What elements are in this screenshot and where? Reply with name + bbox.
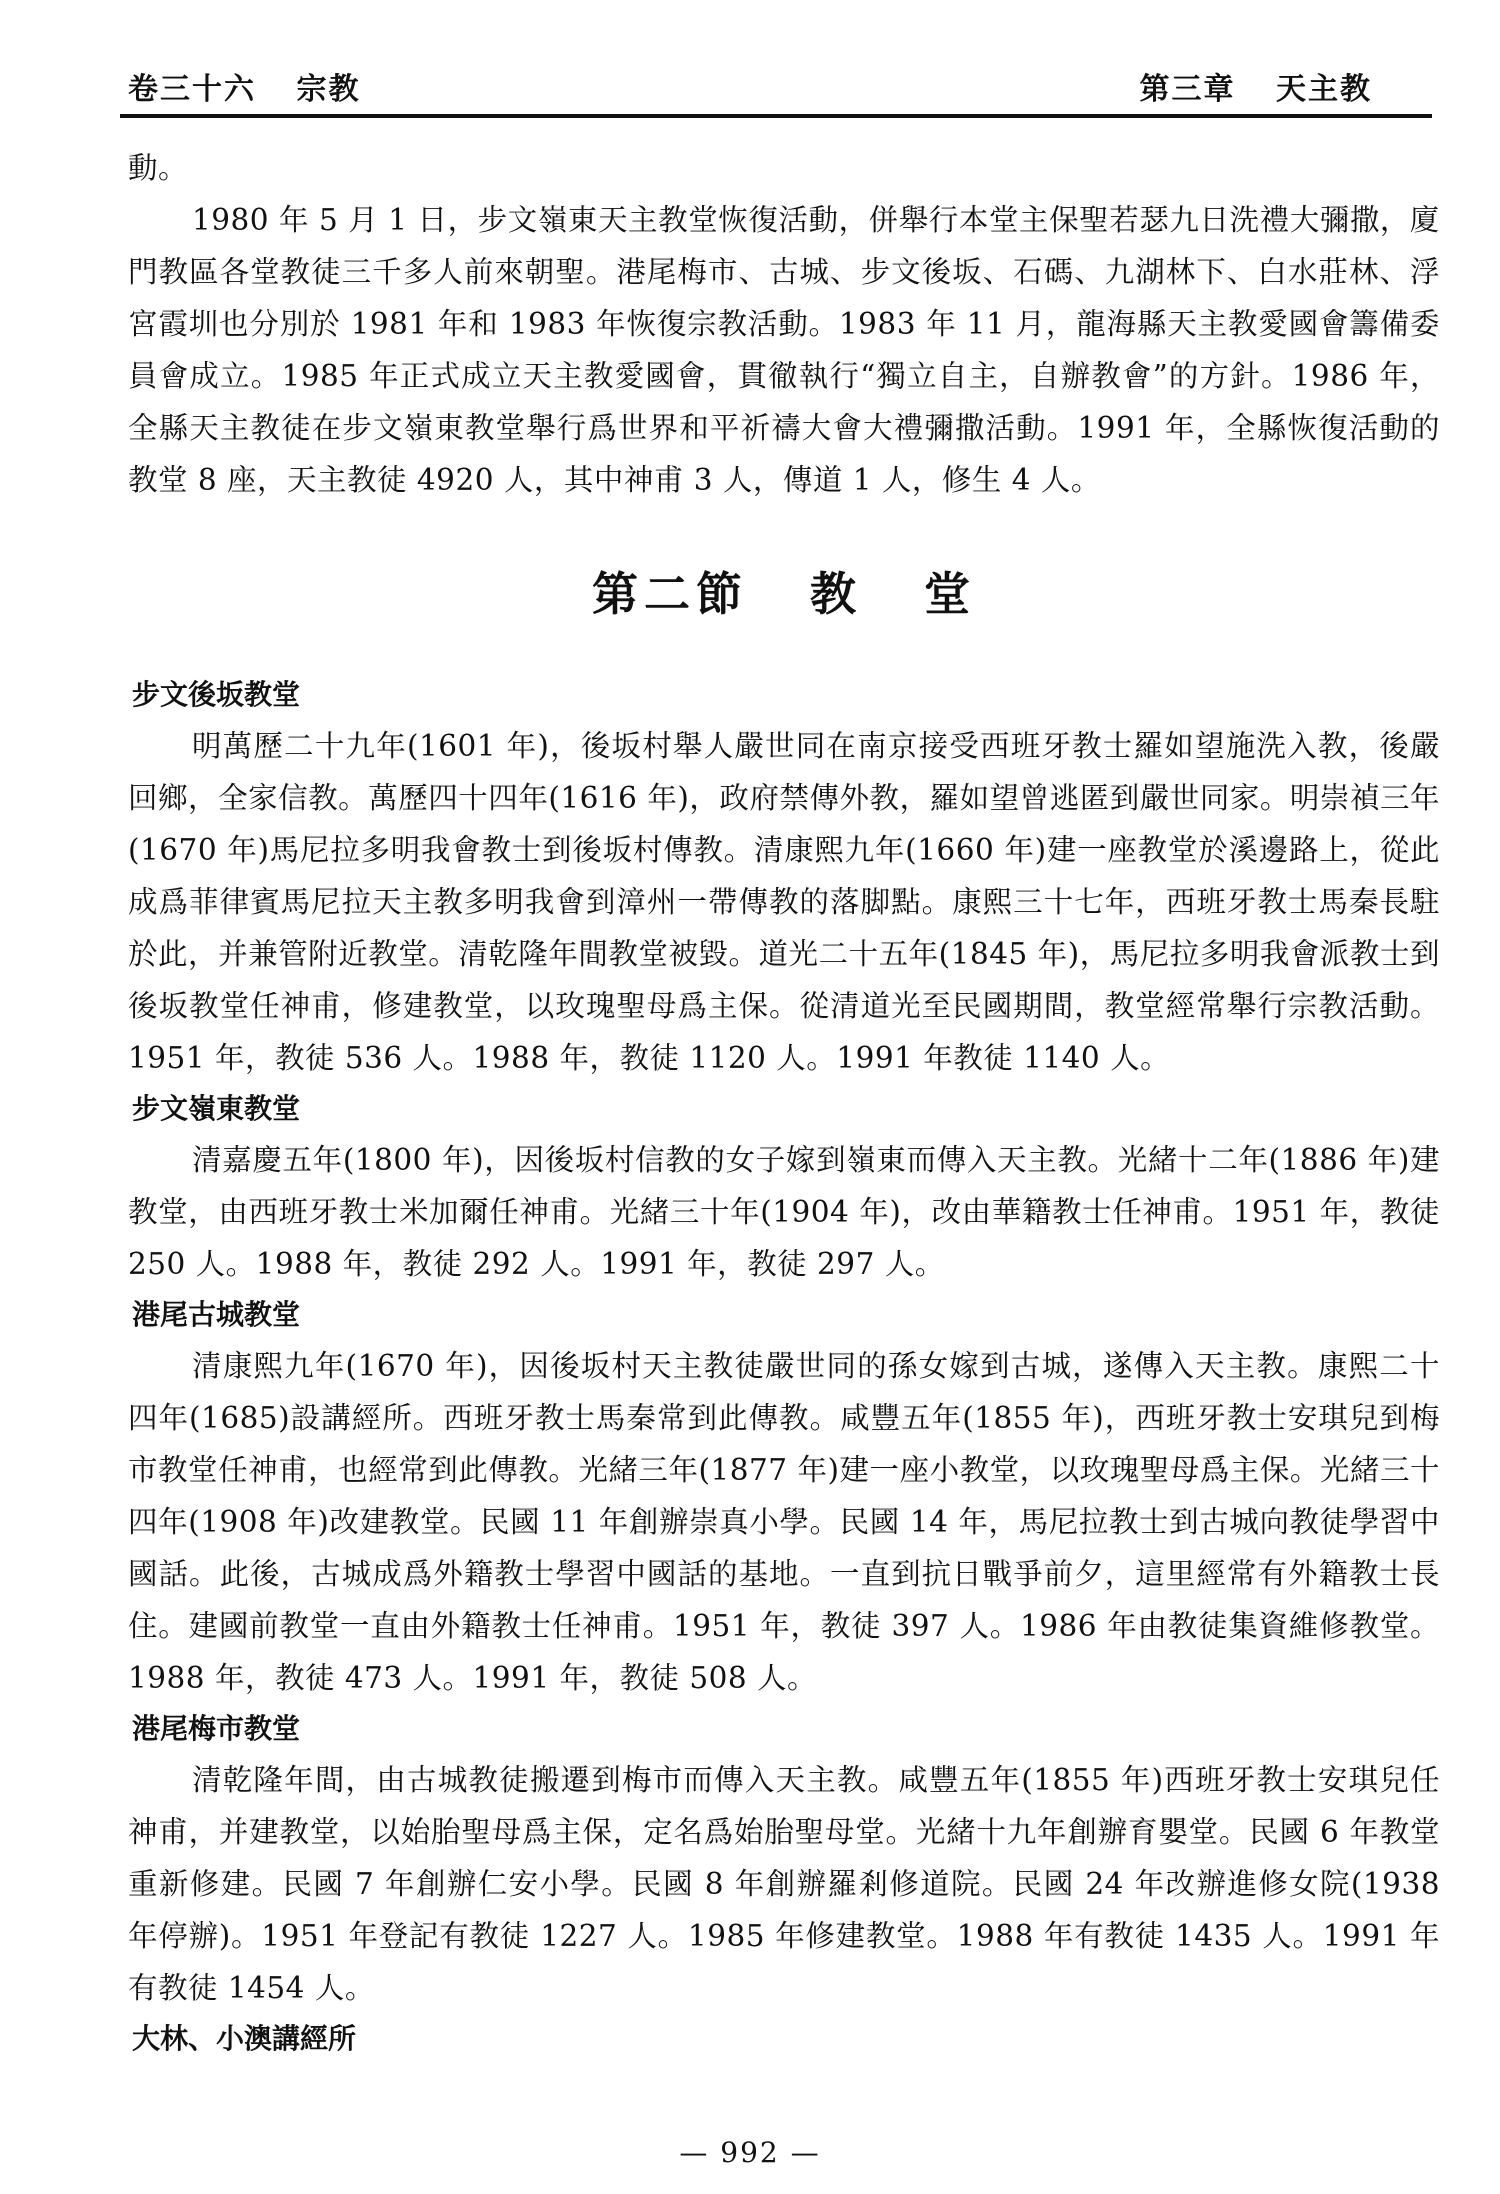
section-spacer-top xyxy=(128,506,1440,558)
church-heading: 步文嶺東教堂 xyxy=(132,1092,301,1125)
volume-label: 卷三十六 xyxy=(128,72,256,107)
church-entry xyxy=(128,670,1440,1084)
section-title: 第二節 教 堂 xyxy=(591,567,977,621)
church-heading: 港尾梅市教堂 xyxy=(132,1712,301,1745)
church-paragraph: 明萬歷二十九年(1601 年)，後坂村舉人嚴世同在南京接受西班牙教士羅如望施洗入教，後嚴回鄉，全家信教。萬歷四十四年(1616 年)，政府禁傳外教，羅如望曾逃匿到嚴世同家。明崇禎三年(1670 年)馬尼拉多明我會教士到後坂村傳教。清康熙九年(1660 年)建一座教堂於溪邊路上，從此成爲菲律賓馬尼拉天主教多明我會到漳州一帶傳教的落脚點。康熙三十七年，西班牙教士馬秦長駐於此，并兼管附近教堂。清乾隆年間教堂被毀。道光二十五年(1845 年)，馬尼拉多明我會派教士到後坂教堂任神甫，修建教堂，以玫瑰聖母爲主保。從清道光至民國期間，教堂經常舉行宗教活動。1951 年，教徒 536 人。1988 年，教徒 1120 人。1991 年教徒 1140 人。 xyxy=(128,729,1440,1075)
church-entry xyxy=(128,1084,1440,1290)
volume-subject: 宗教 xyxy=(296,72,361,107)
last-church-heading: 大林、小澳講經所 xyxy=(132,2022,357,2055)
page-number: — 992 — xyxy=(679,2136,821,2169)
section-spacer-bottom xyxy=(128,624,1440,670)
header-rule xyxy=(120,114,1432,118)
church-heading: 步文後坂教堂 xyxy=(132,678,301,711)
running-header-volume xyxy=(128,64,360,108)
church-paragraph: 清乾隆年間，由古城教徒搬遷到梅市而傳入天主教。咸豐五年(1855 年)西班牙教士安琪兒任神甫，并建教堂，以始胎聖母爲主保，定名爲始胎聖母堂。光緒十九年創辦育嬰堂。民國 6 年教堂重新修建。民國 7 年創辦仁安小學。民國 8 年創辦羅剎修道院。民國 24 年改辦進修女院(1938 年停辦)。1951 年登記有教徒 1227 人。1985 年修建教堂。1988 年有教徒 1435 人。1991 年有教徒 1454 人。 xyxy=(128,1763,1440,2005)
church-paragraph: 清嘉慶五年(1800 年)，因後坂村信教的女子嫁到嶺東而傳入天主教。光緒十二年(1886 年)建教堂，由西班牙教士米加爾任神甫。光緒三十年(1904 年)，改由華籍教士任神甫。1951 年，教徒 250 人。1988 年，教徒 292 人。1991 年，教徒 297 人。 xyxy=(128,1143,1440,1281)
continuation-text: 動。 xyxy=(128,151,189,185)
chapter-label: 第三章 xyxy=(1139,72,1236,107)
intro-paragraph: 1980 年 5 月 1 日，步文嶺東天主教堂恢復活動，併舉行本堂主保聖若瑟九日洗禮大彌撒，廈門教區各堂教徒三千多人前來朝聖。港尾梅市、古城、步文後坂、石碼、九湖林下、白水莊林、浮宮霞圳也分別於 1981 年和 1983 年恢復宗教活動。1983 年 11 月，龍海縣天主教愛國會籌備委員會成立。1985 年正式成立天主教愛國會，貫徹執行“獨立自主，自辦教會”的方針。1986 年，全縣天主教徒在步文嶺東教堂舉行爲世界和平祈禱大會大禮彌撒活動。1991 年，全縣恢復活動的教堂 8 座，天主教徒 4920 人，其中神甫 3 人，傳道 1 人，修生 4 人。 xyxy=(128,203,1440,497)
church-paragraph: 清康熙九年(1670 年)，因後坂村天主教徒嚴世同的孫女嫁到古城，遂傳入天主教。康熙二十四年(1685)設講經所。西班牙教士馬秦常到此傳教。咸豐五年(1855 年)，西班牙教士安琪兒到梅市教堂任神甫，也經常到此傳教。光緒三年(1877 年)建一座小教堂，以玫瑰聖母爲主保。光緒三十四年(1908 年)改建教堂。民國 11 年創辦崇真小學。民國 14 年，馬尼拉教士到古城向教徒學習中國話。此後，古城成爲外籍教士學習中國話的基地。一直到抗日戰爭前夕，這里經常有外籍教士長住。建國前教堂一直由外籍教士任神甫。1951 年，教徒 397 人。1986 年由教徒集資維修教堂。1988 年，教徒 473 人。1991 年，教徒 508 人。 xyxy=(128,1349,1440,1695)
running-header xyxy=(128,62,1372,110)
chapter-subject: 天主教 xyxy=(1276,72,1372,107)
running-header-chapter xyxy=(1140,64,1372,108)
church-entry xyxy=(128,1704,1440,2014)
church-heading: 港尾古城教堂 xyxy=(132,1298,301,1331)
body-text xyxy=(128,142,1440,2064)
church-entry xyxy=(128,1290,1440,1704)
